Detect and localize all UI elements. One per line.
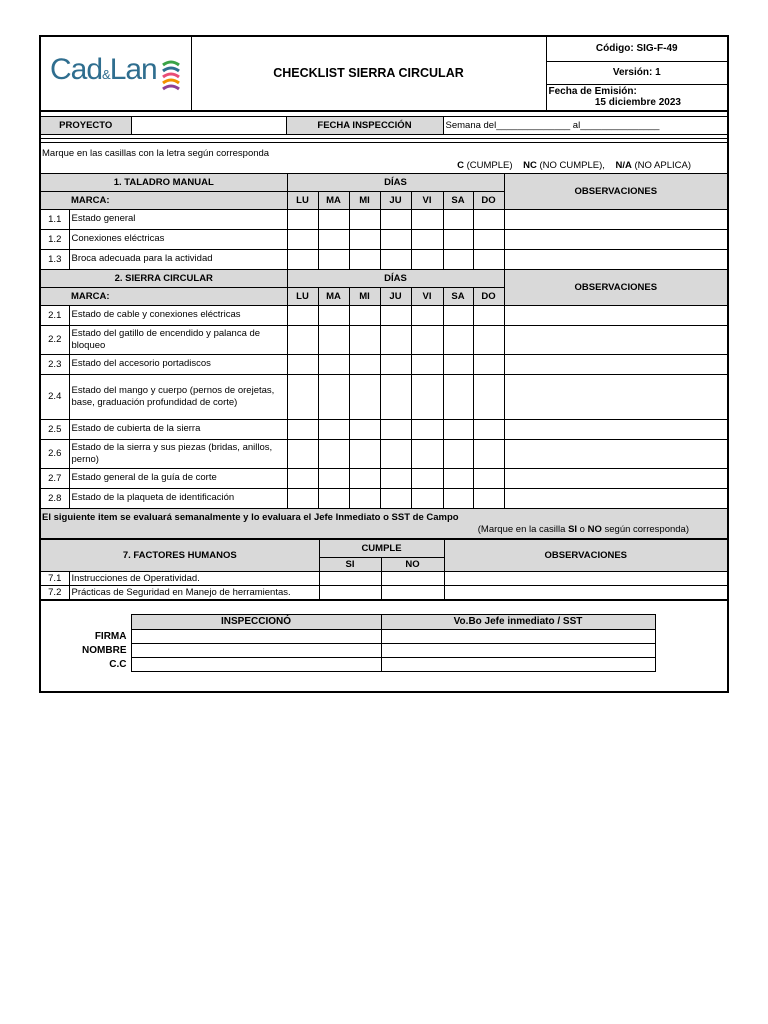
day-check-cell[interactable] [443, 488, 473, 508]
day-header: MA [318, 191, 349, 209]
section-2 [41, 269, 727, 508]
legend: C (CUMPLE) NC (NO CUMPLE), N/A (NO APLICA) [457, 159, 691, 171]
item-description: Estado de la plaqueta de identificación [69, 488, 287, 508]
section-7-title: 7. FACTORES HUMANOS [41, 539, 319, 571]
day-check-cell[interactable] [318, 419, 349, 439]
weekly-note [41, 509, 727, 539]
item-description: Estado general de la guía de corte [69, 468, 287, 488]
day-check-cell[interactable] [349, 354, 380, 374]
table-row [41, 439, 727, 468]
observaciones-cell[interactable] [504, 439, 727, 468]
table-row [41, 374, 727, 419]
table-row [41, 325, 727, 354]
day-check-cell[interactable] [380, 374, 411, 419]
item-description: Estado del mango y cuerpo (pernos de orejetas, base, graduación profundidad de corte) [69, 374, 287, 419]
day-check-cell[interactable] [287, 374, 318, 419]
logo-text: Cad&Lan [49, 53, 157, 87]
day-check-cell[interactable] [349, 305, 380, 325]
day-check-cell[interactable] [349, 374, 380, 419]
table-row [41, 209, 727, 229]
item-number: 2.6 [41, 439, 69, 468]
table-row [41, 468, 727, 488]
no-cell[interactable] [381, 571, 444, 585]
day-check-cell[interactable] [380, 488, 411, 508]
day-check-cell[interactable] [411, 229, 443, 249]
day-check-cell[interactable] [287, 354, 318, 374]
item-number: 1.1 [41, 209, 69, 229]
item-number: 2.4 [41, 374, 69, 419]
day-check-cell[interactable] [443, 325, 473, 354]
day-check-cell[interactable] [443, 354, 473, 374]
cc-inspecciono-field[interactable] [131, 657, 381, 671]
day-check-cell[interactable] [443, 249, 473, 269]
table-row [41, 229, 727, 249]
day-check-cell[interactable] [443, 209, 473, 229]
day-check-cell[interactable] [411, 488, 443, 508]
observaciones-cell[interactable] [504, 374, 727, 419]
day-header: DO [473, 191, 504, 209]
firma-label: FIRMA [94, 630, 127, 642]
day-check-cell[interactable] [473, 209, 504, 229]
section-1 [41, 173, 727, 269]
day-check-cell[interactable] [473, 354, 504, 374]
observaciones-cell[interactable] [444, 585, 727, 599]
day-check-cell[interactable] [411, 419, 443, 439]
checklist-form [39, 35, 729, 693]
observaciones-cell[interactable] [504, 229, 727, 249]
day-check-cell[interactable] [411, 209, 443, 229]
nombre-label: NOMBRE [82, 644, 127, 656]
cc-label: C.C [109, 658, 127, 670]
instructions-text: Marque en las casillas con la letra según corresponda [42, 147, 270, 159]
fecha-emision [546, 84, 727, 110]
day-check-cell[interactable] [380, 468, 411, 488]
observaciones-cell[interactable] [504, 325, 727, 354]
day-header: VI [411, 287, 443, 305]
checklist-table [41, 173, 727, 509]
codigo: Código: SIG-F-49 [546, 37, 727, 61]
day-check-cell[interactable] [287, 488, 318, 508]
day-check-cell[interactable] [349, 325, 380, 354]
cc-vobo-field[interactable] [381, 657, 655, 671]
day-check-cell[interactable] [443, 305, 473, 325]
version: Versión: 1 [546, 61, 727, 84]
fecha-label: Fecha de Emisión: [548, 86, 637, 97]
table-row [41, 585, 727, 599]
day-check-cell[interactable] [411, 468, 443, 488]
observaciones-cell[interactable] [444, 571, 727, 585]
item-description: Estado de cubierta de la sierra [69, 419, 287, 439]
table-row [41, 488, 727, 508]
day-check-cell[interactable] [443, 439, 473, 468]
day-check-cell[interactable] [349, 249, 380, 269]
item-number: 7.2 [41, 585, 69, 599]
observaciones-cell[interactable] [504, 468, 727, 488]
day-check-cell[interactable] [349, 488, 380, 508]
table-row [41, 354, 727, 374]
day-header: DO [473, 287, 504, 305]
day-check-cell[interactable] [287, 439, 318, 468]
observaciones-cell[interactable] [504, 354, 727, 374]
day-check-cell[interactable] [287, 249, 318, 269]
day-check-cell[interactable] [443, 229, 473, 249]
day-check-cell[interactable] [380, 229, 411, 249]
no-header: NO [381, 557, 444, 571]
item-description: Estado del accesorio portadiscos [69, 354, 287, 374]
day-check-cell[interactable] [473, 374, 504, 419]
day-check-cell[interactable] [349, 209, 380, 229]
day-check-cell[interactable] [380, 305, 411, 325]
item-number: 2.5 [41, 419, 69, 439]
day-check-cell[interactable] [318, 488, 349, 508]
day-check-cell[interactable] [287, 325, 318, 354]
item-number: 2.8 [41, 488, 69, 508]
item-description: Prácticas de Seguridad en Manejo de herramientas. [69, 585, 319, 599]
observaciones-header: OBSERVACIONES [504, 269, 727, 305]
vobo-header: Vo.Bo Jefe inmediato / SST [381, 614, 655, 629]
firma-inspecciono-field[interactable] [131, 629, 381, 643]
item-number: 7.1 [41, 571, 69, 585]
day-check-cell[interactable] [411, 439, 443, 468]
signature-block [41, 600, 727, 691]
day-check-cell[interactable] [318, 439, 349, 468]
marca-label: MARCA: [41, 287, 287, 305]
day-check-cell[interactable] [443, 468, 473, 488]
day-check-cell[interactable] [411, 305, 443, 325]
day-check-cell[interactable] [411, 354, 443, 374]
day-check-cell[interactable] [318, 249, 349, 269]
day-check-cell[interactable] [287, 419, 318, 439]
day-check-cell[interactable] [443, 374, 473, 419]
day-header: JU [380, 287, 411, 305]
item-description: Estado del gatillo de encendido y palanca de bloqueo [69, 325, 287, 354]
item-description: Estado de la sierra y sus piezas (bridas, anillos, perno) [69, 439, 287, 468]
day-check-cell[interactable] [318, 374, 349, 419]
marca-label: MARCA: [41, 191, 287, 209]
weekly-note-sub: (Marque en la casilla SI o NO según corresponda) [477, 523, 689, 535]
item-description: Estado de cable y conexiones eléctricas [69, 305, 287, 325]
fecha-value: 15 diciembre 2023 [594, 97, 681, 108]
observaciones-cell[interactable] [504, 209, 727, 229]
inspecciono-header: INSPECCIONÓ [131, 614, 381, 629]
day-check-cell[interactable] [380, 249, 411, 269]
table-row [41, 419, 727, 439]
semana-field[interactable]: Semana del______________ al_______________ [443, 116, 727, 134]
section-title: 1. TALADRO MANUAL [41, 173, 287, 191]
dias-header: DÍAS [287, 269, 504, 287]
item-description: Conexiones eléctricas [69, 229, 287, 249]
day-header: VI [411, 191, 443, 209]
day-check-cell[interactable] [318, 325, 349, 354]
day-check-cell[interactable] [349, 229, 380, 249]
day-check-cell[interactable] [318, 468, 349, 488]
item-number: 2.2 [41, 325, 69, 354]
logo [41, 37, 191, 110]
day-check-cell[interactable] [411, 374, 443, 419]
instructions [41, 143, 727, 173]
item-number: 1.2 [41, 229, 69, 249]
item-number: 2.1 [41, 305, 69, 325]
day-check-cell[interactable] [473, 488, 504, 508]
day-header: LU [287, 287, 318, 305]
item-description: Broca adecuada para la actividad [69, 249, 287, 269]
day-check-cell[interactable] [443, 419, 473, 439]
observaciones-cell[interactable] [504, 419, 727, 439]
table-row [41, 249, 727, 269]
section-7-observaciones: OBSERVACIONES [444, 539, 727, 571]
day-check-cell[interactable] [411, 249, 443, 269]
observaciones-header: OBSERVACIONES [504, 173, 727, 209]
day-check-cell[interactable] [318, 209, 349, 229]
firma-vobo-field[interactable] [381, 629, 655, 643]
item-description: Estado general [69, 209, 287, 229]
table-row [41, 305, 727, 325]
document-title: CHECKLIST SIERRA CIRCULAR [191, 37, 546, 110]
proyecto-label: PROYECTO [41, 116, 131, 134]
day-check-cell[interactable] [473, 419, 504, 439]
signature-table [75, 614, 656, 672]
observaciones-cell[interactable] [504, 488, 727, 508]
day-header: SA [443, 191, 473, 209]
day-header: MI [349, 287, 380, 305]
cumple-header: CUMPLE [319, 539, 444, 557]
project-table [41, 116, 727, 143]
day-check-cell[interactable] [287, 229, 318, 249]
day-header: MI [349, 191, 380, 209]
day-check-cell[interactable] [287, 468, 318, 488]
day-check-cell[interactable] [411, 325, 443, 354]
nombre-inspecciono-field[interactable] [131, 643, 381, 657]
no-cell[interactable] [381, 585, 444, 599]
day-check-cell[interactable] [349, 439, 380, 468]
si-cell[interactable] [319, 571, 381, 585]
day-check-cell[interactable] [473, 229, 504, 249]
weekly-note-text: El siguiente item se evaluará semanalmente y lo evaluara el Jefe Inmediato o SST de Campo [42, 511, 459, 523]
day-check-cell[interactable] [349, 419, 380, 439]
dias-header: DÍAS [287, 173, 504, 191]
day-check-cell[interactable] [380, 209, 411, 229]
header-table [41, 37, 727, 111]
day-check-cell[interactable] [287, 305, 318, 325]
day-check-cell[interactable] [287, 209, 318, 229]
day-check-cell[interactable] [473, 439, 504, 468]
item-description: Instrucciones de Operatividad. [69, 571, 319, 585]
logo-swirl-icon [160, 59, 182, 93]
day-check-cell[interactable] [318, 354, 349, 374]
day-check-cell[interactable] [473, 468, 504, 488]
day-check-cell[interactable] [380, 419, 411, 439]
day-check-cell[interactable] [380, 325, 411, 354]
factores-humanos-table [41, 539, 727, 600]
day-check-cell[interactable] [318, 305, 349, 325]
day-check-cell[interactable] [473, 305, 504, 325]
day-check-cell[interactable] [380, 354, 411, 374]
day-check-cell[interactable] [473, 249, 504, 269]
fecha-inspeccion-label: FECHA INSPECCIÓN [286, 116, 443, 134]
section-7-rows [41, 571, 727, 599]
table-row [41, 571, 727, 585]
nombre-vobo-field[interactable] [381, 643, 655, 657]
observaciones-cell[interactable] [504, 305, 727, 325]
si-cell[interactable] [319, 585, 381, 599]
day-header: MA [318, 287, 349, 305]
day-check-cell[interactable] [380, 439, 411, 468]
day-check-cell[interactable] [349, 468, 380, 488]
proyecto-input[interactable] [131, 116, 286, 134]
si-header: SI [319, 557, 381, 571]
day-header: SA [443, 287, 473, 305]
day-check-cell[interactable] [473, 325, 504, 354]
item-number: 2.3 [41, 354, 69, 374]
section-title: 2. SIERRA CIRCULAR [41, 269, 287, 287]
day-header: JU [380, 191, 411, 209]
item-number: 2.7 [41, 468, 69, 488]
observaciones-cell[interactable] [504, 249, 727, 269]
day-check-cell[interactable] [318, 229, 349, 249]
item-number: 1.3 [41, 249, 69, 269]
day-header: LU [287, 191, 318, 209]
